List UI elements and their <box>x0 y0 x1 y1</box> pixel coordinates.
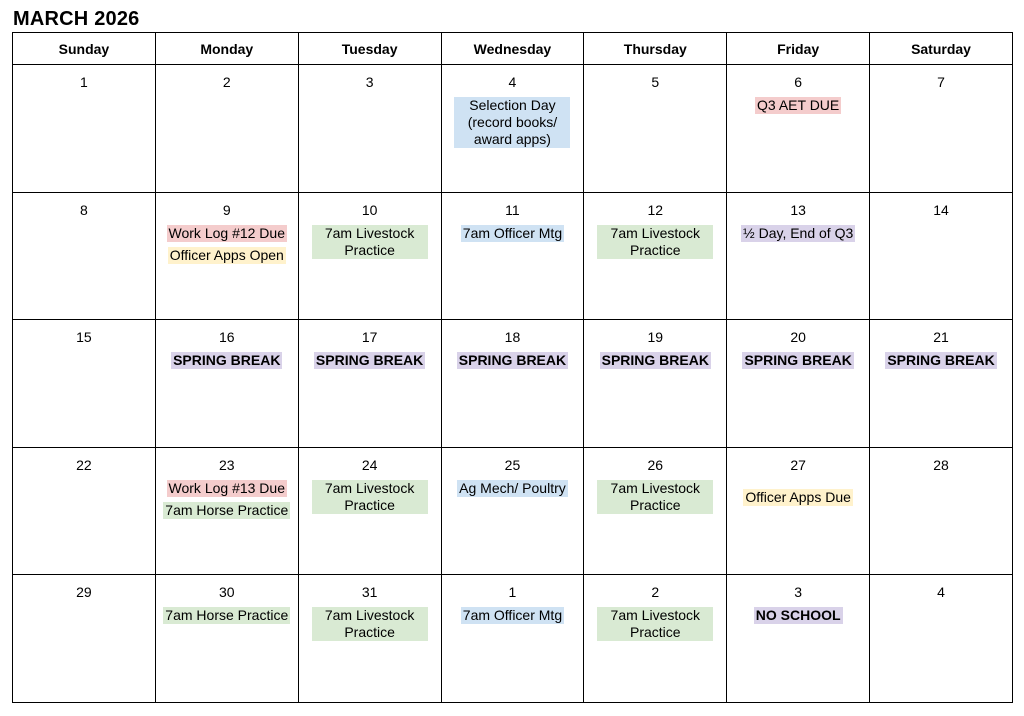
day-cell-content <box>727 575 869 624</box>
calendar-event[interactable]: 7am Officer Mtg <box>462 607 563 624</box>
day-number: 17 <box>361 329 378 346</box>
calendar-event[interactable]: Q3 AET DUE <box>757 97 840 113</box>
day-number: 16 <box>218 329 235 346</box>
day-number: 9 <box>222 201 231 218</box>
day-number: 21 <box>933 329 949 346</box>
calendar-event[interactable]: SPRING BREAK <box>887 352 995 369</box>
day-cell[interactable] <box>727 575 870 703</box>
day-cell[interactable] <box>298 65 441 193</box>
day-cell-content <box>727 448 869 506</box>
week-row <box>13 575 1013 703</box>
day-number: 5 <box>651 74 660 90</box>
day-number: 4 <box>937 584 945 601</box>
day-number: 27 <box>790 456 806 473</box>
day-cell-content <box>156 193 298 264</box>
day-number: 1 <box>80 74 88 90</box>
day-cell-content <box>13 448 155 473</box>
day-number: 11 <box>505 201 520 218</box>
day-cell-content <box>584 320 726 369</box>
calendar-event[interactable]: 7am Officer Mtg <box>462 224 563 241</box>
day-cell-content <box>870 575 1012 600</box>
calendar-event[interactable]: 7am Livestock Practice <box>597 480 713 514</box>
day-number: 10 <box>361 201 378 218</box>
weekday-header: Sunday <box>13 33 156 65</box>
day-cell[interactable] <box>870 65 1013 193</box>
day-number: 7 <box>937 74 945 90</box>
day-cell[interactable] <box>441 192 584 320</box>
calendar-title: MARCH 2026 <box>13 8 140 30</box>
calendar-event[interactable]: 7am Livestock Practice <box>312 480 428 514</box>
day-cell[interactable] <box>584 575 727 703</box>
day-cell[interactable] <box>441 447 584 575</box>
calendar-event[interactable]: Officer Apps Open <box>169 246 284 263</box>
day-cell-content <box>870 448 1012 473</box>
day-cell[interactable] <box>298 192 441 320</box>
day-cell-content <box>156 575 298 624</box>
day-cell-content <box>299 65 441 90</box>
calendar-event[interactable]: SPRING BREAK <box>173 352 281 369</box>
day-number: 14 <box>933 201 949 218</box>
day-cell-content <box>442 320 584 369</box>
day-cell-content <box>13 320 155 345</box>
weekday-header: Thursday <box>584 33 727 65</box>
day-number: 2 <box>651 584 660 601</box>
day-number: 3 <box>365 74 374 90</box>
day-cell[interactable] <box>727 192 870 320</box>
day-cell-content <box>442 193 584 242</box>
day-cell-content <box>442 65 584 148</box>
day-number: 1 <box>508 584 517 601</box>
day-number: 2 <box>222 74 231 90</box>
day-cell[interactable] <box>13 192 156 320</box>
day-cell[interactable] <box>441 575 584 703</box>
day-cell[interactable] <box>155 65 298 193</box>
day-cell-content <box>13 65 155 90</box>
calendar-grid <box>12 32 1013 703</box>
calendar-event[interactable]: Work Log #13 Due <box>168 479 285 496</box>
day-cell[interactable] <box>727 65 870 193</box>
day-cell-content <box>584 575 726 641</box>
day-cell[interactable] <box>441 320 584 448</box>
day-cell[interactable] <box>870 192 1013 320</box>
calendar-event[interactable]: Ag Mech/ Poultry <box>459 479 566 496</box>
day-cell-content <box>870 65 1012 90</box>
day-number: 3 <box>794 584 803 601</box>
day-cell-content <box>442 448 584 497</box>
day-cell-content <box>727 65 869 114</box>
day-cell[interactable] <box>155 192 298 320</box>
calendar-event[interactable]: Selection Day (record books/ award apps) <box>454 97 570 148</box>
calendar-event[interactable]: 7am Horse Practice <box>165 501 289 518</box>
calendar-event[interactable]: ½ Day, End of Q3 <box>743 224 854 241</box>
day-cell-content <box>870 320 1012 369</box>
calendar-event[interactable]: Work Log #12 Due <box>168 224 285 241</box>
day-cell[interactable] <box>870 575 1013 703</box>
weekday-header: Tuesday <box>298 33 441 65</box>
day-cell-content <box>13 575 155 600</box>
day-cell[interactable] <box>584 192 727 320</box>
day-cell[interactable] <box>584 320 727 448</box>
week-row <box>13 65 1013 193</box>
calendar-event[interactable]: SPRING BREAK <box>315 352 424 369</box>
day-number: 22 <box>76 456 92 473</box>
day-cell[interactable] <box>441 65 584 193</box>
day-cell-content <box>299 575 441 641</box>
day-cell-content <box>584 65 726 90</box>
calendar-event[interactable]: 7am Livestock Practice <box>312 607 428 641</box>
day-cell-content <box>156 320 298 369</box>
day-number: 8 <box>80 201 88 218</box>
day-cell-content <box>442 575 584 624</box>
weekday-header: Saturday <box>870 33 1013 65</box>
day-cell[interactable] <box>584 447 727 575</box>
day-cell[interactable] <box>727 447 870 575</box>
day-cell[interactable] <box>584 65 727 193</box>
day-cell[interactable] <box>155 575 298 703</box>
day-number: 28 <box>933 456 949 473</box>
day-cell-content <box>299 320 441 369</box>
day-cell[interactable] <box>155 447 298 575</box>
day-cell-content <box>584 448 726 514</box>
calendar-event[interactable]: 7am Livestock Practice <box>597 225 713 259</box>
day-cell-content <box>870 193 1012 218</box>
day-cell[interactable] <box>13 320 156 448</box>
calendar-body <box>13 65 1013 703</box>
day-number: 4 <box>508 74 517 90</box>
day-number: 29 <box>76 584 92 601</box>
calendar-event[interactable]: SPRING BREAK <box>601 352 709 369</box>
week-row <box>13 192 1013 320</box>
week-row <box>13 320 1013 448</box>
day-number: 31 <box>361 584 378 601</box>
day-cell-content <box>156 448 298 519</box>
day-cell[interactable] <box>727 320 870 448</box>
weekday-header: Friday <box>727 33 870 65</box>
week-row <box>13 447 1013 575</box>
day-cell[interactable] <box>155 320 298 448</box>
calendar-event[interactable]: 7am Livestock Practice <box>597 607 713 641</box>
day-cell[interactable] <box>13 447 156 575</box>
day-number: 26 <box>647 456 664 473</box>
day-cell-content <box>584 193 726 259</box>
day-cell-content <box>299 193 441 259</box>
day-number: 6 <box>794 74 803 90</box>
day-cell[interactable] <box>298 447 441 575</box>
day-cell[interactable] <box>13 575 156 703</box>
calendar-event[interactable]: SPRING BREAK <box>744 352 852 369</box>
day-cell[interactable] <box>870 447 1013 575</box>
day-cell-content <box>727 193 869 242</box>
day-number: 12 <box>647 201 664 218</box>
day-number: 20 <box>790 329 806 346</box>
day-cell-content <box>727 320 869 369</box>
calendar-event[interactable]: NO SCHOOL <box>755 607 841 624</box>
calendar-event[interactable]: 7am Livestock Practice <box>312 225 428 259</box>
calendar-event[interactable]: Officer Apps Due <box>745 488 851 505</box>
weekday-header: Wednesday <box>441 33 584 65</box>
day-cell[interactable] <box>298 575 441 703</box>
day-number: 15 <box>76 329 92 346</box>
day-number: 13 <box>790 201 806 218</box>
day-number: 19 <box>647 329 664 346</box>
day-number: 18 <box>504 329 521 346</box>
day-cell-content <box>13 193 155 218</box>
calendar-event[interactable]: 7am Horse Practice <box>165 607 289 624</box>
day-cell-content <box>299 448 441 514</box>
day-number: 23 <box>218 456 235 473</box>
calendar-event[interactable]: SPRING BREAK <box>458 352 567 369</box>
day-number: 24 <box>361 456 378 473</box>
day-cell[interactable] <box>298 320 441 448</box>
weekday-header-row <box>13 33 1013 65</box>
weekday-header: Monday <box>155 33 298 65</box>
day-cell[interactable] <box>13 65 156 193</box>
day-cell[interactable] <box>870 320 1013 448</box>
day-cell-content <box>156 65 298 90</box>
day-number: 30 <box>218 584 235 601</box>
day-number: 25 <box>504 456 521 473</box>
